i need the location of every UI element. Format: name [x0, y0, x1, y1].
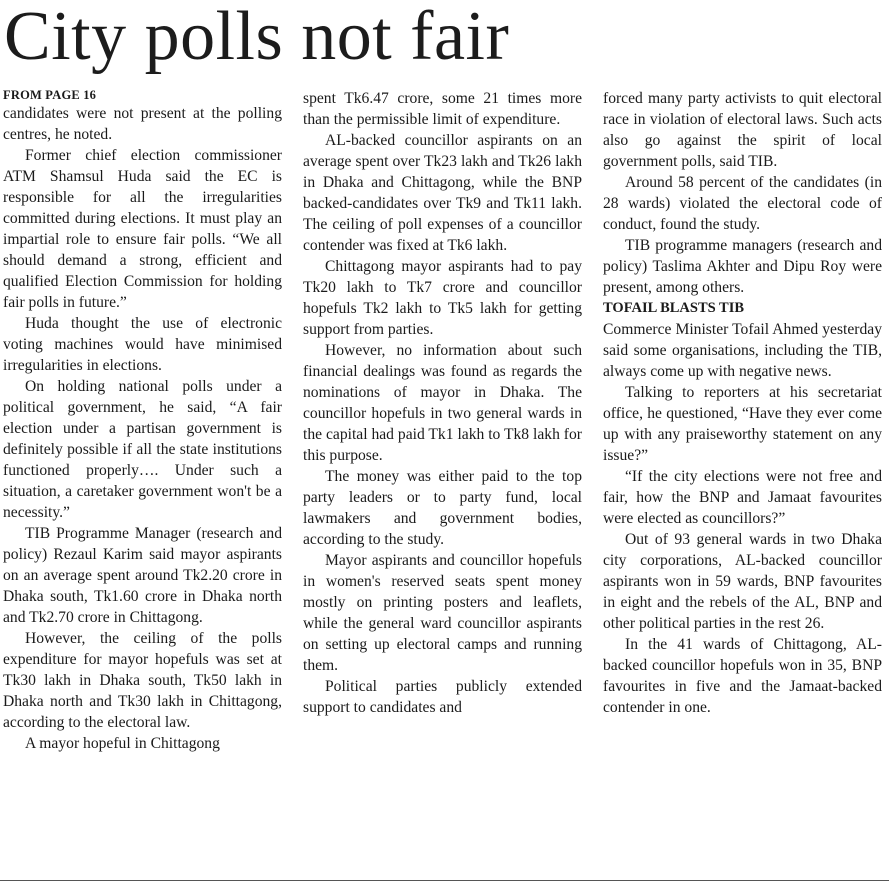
paragraph: AL-backed councillor aspirants on an average spent over Tk23 lakh and Tk26 lakh in Dhaka and Chittagong, while the BNP backed-candidates over Tk9 and Tk11 lakh. The ceiling of poll expenses of a councillor contender was fixed at Tk6 lakh. — [303, 132, 582, 254]
headline: City polls not fair — [4, 0, 510, 75]
paragraph: Commerce Minister Tofail Ahmed yesterday said some organisations, including the TIB, always come up with negative news. — [603, 321, 882, 380]
subheading: TOFAIL BLASTS TIB — [603, 300, 745, 316]
paragraph: Talking to reporters at his secretariat office, he questioned, “Have they ever come up with any praiseworthy statement on any issue?” — [603, 384, 882, 464]
paragraph: Former chief election commissioner ATM Shamsul Huda said the EC is responsible for all the irregularities committed during elections. It must play an impartial role to ensure fair polls. “We all should demand a strong, efficient and qualified Election Commission for holding fair polls in future.” — [3, 147, 282, 311]
article-column-1 — [3, 88, 282, 754]
paragraph: A mayor hopeful in Chittagong — [25, 735, 220, 752]
paragraph: Huda thought the use of electronic voting machines would have minimised irregularities in elections. — [3, 315, 282, 374]
article-column-3 — [603, 88, 882, 718]
paragraph: TIB Programme Manager (research and policy) Rezaul Karim said mayor aspirants on an average spent around Tk2.20 crore in Dhaka south, Tk1.60 crore in Dhaka north and Tk2.70 crore in Chittagong. — [3, 525, 282, 626]
paragraph: forced many party activists to quit electoral race in violation of electoral laws. Such acts also go against the spirit of local government polls, said TIB. — [603, 90, 882, 170]
paragraph: Political parties publicly extended support to candidates and — [303, 678, 582, 716]
article-column-2 — [303, 88, 582, 718]
paragraph: Chittagong mayor aspirants had to pay Tk20 lakh to Tk7 crore and councillor hopefuls Tk2 lakh to Tk5 lakh for getting support from parties. — [303, 258, 582, 338]
paragraph: spent Tk6.47 crore, some 21 times more than the permissible limit of expenditure. — [303, 90, 582, 128]
paragraph: “If the city elections were not free and fair, how the BNP and Jamaat favourites were elected as councillors?” — [603, 468, 882, 527]
continuation-label: FROM PAGE 16 — [3, 88, 97, 102]
paragraph: In the 41 wards of Chittagong, AL-backed councillor hopefuls won in 35, BNP favourites in five and the Jamaat-backed contender in one. — [603, 636, 882, 716]
paragraph: Around 58 percent of the candidates (in 28 wards) violated the electoral code of conduct, found the study. — [603, 174, 882, 233]
paragraph: However, no information about such financial dealings was found as regards the nominations of mayor in Dhaka. The councillor hopefuls in two general wards in the capital had paid Tk1 lakh to Tk8 lakh for this purpose. — [303, 342, 582, 464]
paragraph: The money was either paid to the top party leaders or to party fund, local lawmakers and government bodies, according to the study. — [303, 468, 582, 548]
paragraph: Mayor aspirants and councillor hopefuls in women's reserved seats spent money mostly on printing posters and leaflets, while the general ward councillor aspirants on setting up electoral camps and running them. — [303, 552, 582, 674]
paragraph: TIB programme managers (research and policy) Taslima Akhter and Dipu Roy were present, among others. — [603, 237, 882, 296]
paragraph: However, the ceiling of the polls expenditure for mayor hopefuls was set at Tk30 lakh in Dhaka south, Tk50 lakh in Dhaka north and Tk30 lakh in Chittagong, according to the electoral law. — [3, 630, 282, 731]
paragraph: candidates were not present at the polling centres, he noted. — [3, 105, 282, 143]
bottom-rule — [0, 880, 889, 881]
paragraph: On holding national polls under a political government, he said, “A fair election under a partisan government is definitely possible if all the state institutions functioned properly…. Under such a situation, a caretaker government won't be a necessity.” — [3, 378, 282, 521]
paragraph: Out of 93 general wards in two Dhaka city corporations, AL-backed councillor aspirants won in 59 wards, BNP favourites in eight and the rebels of the AL, BNP and other political parties in the rest 26. — [603, 531, 882, 632]
